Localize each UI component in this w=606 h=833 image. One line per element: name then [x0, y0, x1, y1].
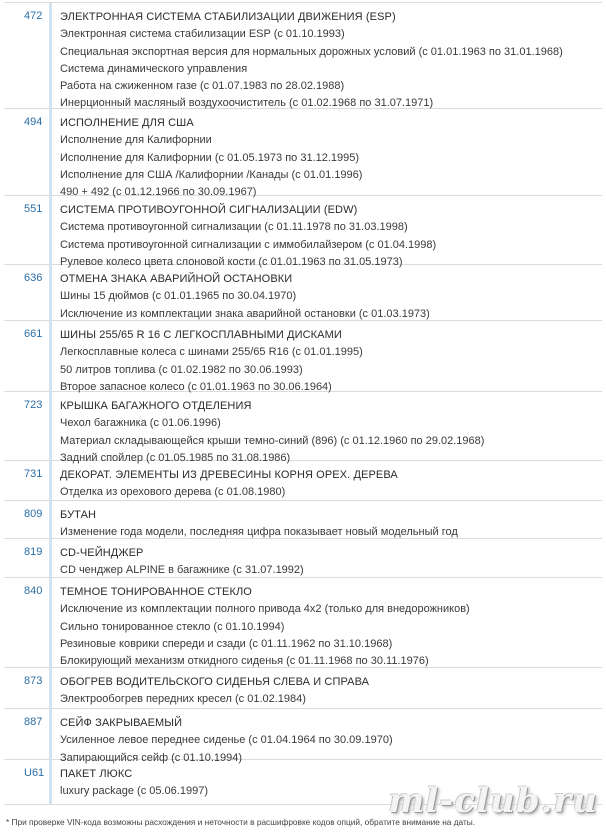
option-detail-line: Усиленное левое переднее сиденье (с 01.04.1964 по 30.09.1970) [60, 734, 393, 747]
option-row [4, 461, 602, 501]
option-row [4, 578, 602, 668]
option-detail-line: Материал складывающейся крыши темно-синий (896) (с 01.12.1960 по 29.02.1968) [60, 434, 485, 447]
option-content [52, 392, 602, 464]
option-detail-line: Система динамического управления [60, 62, 248, 75]
option-title: ОТМЕНА ЗНАКА АВАРИЙНОЙ ОСТАНОВКИ [60, 273, 293, 285]
option-content [52, 578, 602, 667]
option-row [4, 760, 602, 805]
option-title: ДЕКОРАТ. ЭЛЕМЕНТЫ ИЗ ДРЕВЕСИНЫ КОРНЯ ОРЕХ. ДЕРЕВА [60, 469, 398, 481]
option-detail-line: Инерционный масляный воздухоочиститель (с 01.02.1968 по 31.07.1971) [60, 97, 434, 110]
option-content [52, 461, 602, 500]
footnote: * При проверке VIN-кода возможны расхождения и неточности в расшифровке кодов опций, обратите внимание на даты. [6, 817, 476, 827]
option-detail-line: Легкосплавные колеса с шинами 255/65 R16 (с 01.01.1995) [60, 346, 363, 359]
option-title: ШИНЫ 255/65 R 16 С ЛЕГКОСПЛАВНЫМИ ДИСКАМИ [60, 329, 342, 341]
option-code: 472 [4, 3, 52, 108]
option-detail-line: CD ченджер ALPINE в багажнике (с 31.07.1992) [60, 564, 304, 577]
option-code: 887 [4, 709, 52, 759]
option-code: 840 [4, 578, 52, 667]
option-detail-line: Исключение из комплектации полного привода 4x2 (только для внедорожников) [60, 603, 470, 616]
option-code: U61 [4, 760, 52, 804]
option-detail-line: 490 + 492 (с 01.12.1966 по 30.09.1967) [60, 186, 257, 199]
option-row [4, 392, 602, 464]
option-title: СЕЙФ ЗАКРЫВАЕМЫЙ [60, 717, 183, 729]
option-title: ОБОГРЕВ ВОДИТЕЛЬСКОГО СИДЕНЬЯ СЛЕВА И СПРАВА [60, 676, 370, 688]
option-code: 723 [4, 392, 52, 460]
option-title: КРЫШКА БАГАЖНОГО ОТДЕЛЕНИЯ [60, 400, 252, 412]
option-content [52, 265, 602, 320]
option-content [52, 501, 602, 538]
option-detail-line: Запирающийся сейф (с 01.10.1994) [60, 751, 243, 764]
option-detail-line: Изменение года модели, последняя цифра показывает новый модельный год [60, 526, 458, 539]
option-row [4, 265, 602, 321]
option-title: ЭЛЕКТРОННАЯ СИСТЕМА СТАБИЛИЗАЦИИ ДВИЖЕНИЯ (ESP) [60, 11, 396, 23]
option-detail-line: Специальная экспортная версия для нормальных дорожных условий (с 01.01.1963 по 31.01.1968) [60, 45, 563, 58]
option-row [4, 501, 602, 539]
option-detail-line: Электронная система стабилизации ESP (с 01.10.1993) [60, 28, 345, 41]
option-detail-line: Система противоугонной сигнализации (с 01.11.1978 по 31.03.1998) [60, 221, 408, 234]
option-content [52, 668, 602, 708]
option-content [52, 109, 602, 199]
option-title: CD-ЧЕЙНДЖЕР [60, 547, 144, 559]
option-title: БУТАН [60, 509, 97, 521]
option-detail-line: Электрообогрев передних кресел (с 01.02.1984) [60, 693, 306, 706]
option-detail-line: Система противоугонной сигнализации с иммобилайзером (с 01.04.1998) [60, 238, 437, 251]
option-code: 551 [4, 196, 52, 264]
option-content [52, 3, 602, 108]
option-detail-line: Шины 15 дюймов (с 01.01.1965 по 30.04.1970) [60, 290, 297, 303]
option-detail-line: Отделка из орехового дерева (с 01.08.1980) [60, 486, 286, 499]
options-table [4, 2, 602, 805]
option-title: СИСТЕМА ПРОТИВОУГОННОЙ СИГНАЛИЗАЦИИ (EDW) [60, 204, 358, 216]
option-detail-line: Задний спойлер (с 01.05.1985 по 31.08.1986) [60, 451, 291, 464]
option-content [52, 196, 602, 268]
option-row [4, 3, 602, 109]
option-detail-line: Второе запасное колесо (с 01.01.1963 по 30.06.1964) [60, 380, 332, 393]
option-content [52, 709, 602, 764]
option-detail-line: Исполнение для Калифорнии [60, 134, 212, 147]
option-code: 731 [4, 461, 52, 500]
option-detail-line: 50 литров топлива (с 01.02.1982 по 30.06.1993) [60, 363, 303, 376]
option-row [4, 109, 602, 199]
option-row [4, 321, 602, 392]
option-code: 873 [4, 668, 52, 708]
option-detail-line: luxury package (с 05.06.1997) [60, 785, 208, 798]
option-row [4, 539, 602, 578]
option-detail-line: Исполнение для США /Калифорнии /Канады (с 01.01.1996) [60, 168, 363, 181]
option-detail-line: Сильно тонированное стекло (с 01.10.1994) [60, 620, 285, 633]
option-title: ТЕМНОЕ ТОНИРОВАННОЕ СТЕКЛО [60, 586, 252, 598]
watermark-logo: ml-club.ru [388, 781, 598, 821]
option-content [52, 760, 602, 804]
option-row [4, 668, 602, 709]
option-detail-line: Исполнение для Калифорнии (с 01.05.1973 по 31.12.1995) [60, 151, 360, 164]
option-detail-line: Исключение из комплектации знака аварийной остановки (с 01.03.1973) [60, 307, 430, 320]
option-code: 636 [4, 265, 52, 320]
option-detail-line: Блокирующий механизм откидного сиденья (с 01.11.1968 по 30.11.1976) [60, 655, 429, 668]
option-title: ПАКЕТ ЛЮКС [60, 768, 133, 780]
option-code: 661 [4, 321, 52, 391]
option-content [52, 539, 602, 577]
option-detail-line: Чехол багажника (с 01.06.1996) [60, 417, 221, 430]
option-code: 819 [4, 539, 52, 577]
option-title: ИСПОЛНЕНИЕ ДЛЯ США [60, 117, 194, 129]
option-content [52, 321, 602, 391]
option-detail-line: Резиновые коврики спереди и сзади (с 01.11.1962 по 31.10.1968) [60, 637, 393, 650]
option-row [4, 709, 602, 764]
option-code: 494 [4, 109, 52, 195]
option-row [4, 196, 602, 268]
option-detail-line: Работа на сжиженном газе (с 01.07.1983 по 28.02.1988) [60, 80, 345, 93]
option-detail-line: Рулевое колесо цвета слоновой кости (с 01.01.1963 по 31.05.1973) [60, 255, 403, 268]
option-code: 809 [4, 501, 52, 538]
